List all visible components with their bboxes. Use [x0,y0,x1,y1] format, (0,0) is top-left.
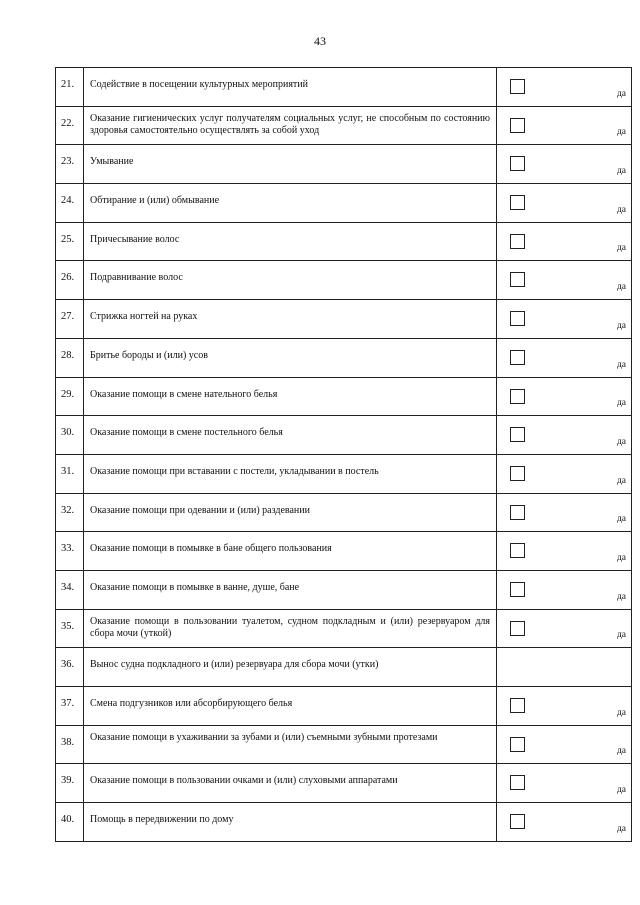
answer-label: да [616,514,626,525]
services-table-body [56,68,632,842]
row-number: 28. [56,338,84,377]
answer-cell [497,184,632,223]
answer-cell [497,609,632,648]
row-number: 26. [56,261,84,300]
table-row [56,493,632,532]
answer-cell [497,454,632,493]
row-number: 21. [56,68,84,107]
answer-checkbox[interactable] [510,737,525,752]
answer-cell [497,764,632,803]
answer-checkbox[interactable] [510,775,525,790]
row-number: 25. [56,222,84,261]
answer-cell [497,261,632,300]
row-number: 36. [56,648,84,687]
answer-label: да [616,746,626,757]
answer-cell [497,377,632,416]
answer-label: да [616,630,626,641]
service-name: Смена подгузников или абсорбирующего белья [84,687,497,726]
answer-checkbox[interactable] [510,118,525,133]
table-row [56,532,632,571]
service-name: Содействие в посещении культурных мероприятий [84,68,497,107]
table-row [56,222,632,261]
answer-checkbox[interactable] [510,79,525,94]
row-number: 30. [56,416,84,455]
service-name: Оказание помощи в смене постельного белья [84,416,497,455]
answer-label: да [616,436,626,447]
service-name: Умывание [84,145,497,184]
answer-checkbox[interactable] [510,350,525,365]
answer-cell [497,493,632,532]
service-name: Оказание помощи в помывке в бане общего пользования [84,532,497,571]
service-name: Оказание помощи при одевании и (или) раздевании [84,493,497,532]
page-number: 43 [314,34,326,48]
table-row [56,300,632,339]
answer-cell [497,687,632,726]
row-number: 22. [56,106,84,145]
answer-checkbox[interactable] [510,427,525,442]
service-name: Вынос судна подкладного и (или) резервуара для сбора мочи (утки) [84,648,497,687]
row-number: 29. [56,377,84,416]
service-name: Бритье бороды и (или) усов [84,338,497,377]
row-number: 23. [56,145,84,184]
row-number: 37. [56,687,84,726]
answer-checkbox[interactable] [510,698,525,713]
row-number: 27. [56,300,84,339]
answer-cell [497,803,632,842]
service-name: Обтирание и (или) обмывание [84,184,497,223]
answer-checkbox[interactable] [510,466,525,481]
answer-cell [497,145,632,184]
answer-label: да [616,785,626,796]
answer-label: да [616,320,626,331]
row-number: 33. [56,532,84,571]
row-number: 39. [56,764,84,803]
answer-label: да [616,707,626,718]
answer-label: да [616,243,626,254]
answer-checkbox[interactable] [510,272,525,287]
table-row [56,609,632,648]
answer-checkbox[interactable] [510,389,525,404]
table-row [56,68,632,107]
row-number: 40. [56,803,84,842]
answer-label: да [616,398,626,409]
answer-label: да [616,359,626,370]
table-row [56,377,632,416]
answer-cell [497,338,632,377]
table-row [56,184,632,223]
answer-checkbox[interactable] [510,505,525,520]
table-row [56,687,632,726]
service-name: Оказание помощи в пользовании туалетом, судном подкладным и (или) резервуаром для сбора мочи (уткой) [84,609,497,648]
service-name: Оказание помощи в смене нательного белья [84,377,497,416]
answer-label: да [616,127,626,138]
answer-cell [497,725,632,764]
table-row [56,803,632,842]
answer-checkbox[interactable] [510,543,525,558]
table-row [56,764,632,803]
answer-cell [497,416,632,455]
services-table [55,67,632,842]
answer-cell [497,648,632,687]
answer-label: да [616,552,626,563]
row-number: 31. [56,454,84,493]
service-name: Оказание помощи в пользовании очками и (или) слуховыми аппаратами [84,764,497,803]
table-row [56,725,632,764]
answer-cell [497,222,632,261]
answer-label: да [616,475,626,486]
answer-checkbox[interactable] [510,234,525,249]
table-row [56,648,632,687]
answer-label: да [616,591,626,602]
service-name: Причесывание волос [84,222,497,261]
service-name: Оказание помощи при вставании с постели, укладывании в постель [84,454,497,493]
service-name: Стрижка ногтей на руках [84,300,497,339]
answer-label: да [616,282,626,293]
answer-cell [497,68,632,107]
service-name: Оказание помощи в помывке в ванне, душе, бане [84,570,497,609]
answer-cell [497,300,632,339]
row-number: 34. [56,570,84,609]
service-name: Оказание гигиенических услуг получателям социальных услуг, не способным по состоянию здоровья самостоятельно осуществлять за собой уход [84,106,497,145]
answer-checkbox[interactable] [510,814,525,829]
service-name: Оказание помощи в ухаживании за зубами и (или) съемными зубными протезами [84,725,497,764]
answer-label: да [616,204,626,215]
table-row [56,106,632,145]
answer-label: да [616,88,626,99]
row-number: 38. [56,725,84,764]
answer-checkbox[interactable] [510,621,525,636]
table-row [56,570,632,609]
answer-cell [497,532,632,571]
answer-checkbox[interactable] [510,195,525,210]
row-number: 24. [56,184,84,223]
service-name: Подравнивание волос [84,261,497,300]
answer-checkbox[interactable] [510,311,525,326]
table-row [56,145,632,184]
table-row [56,338,632,377]
table-row [56,261,632,300]
service-name: Помощь в передвижении по дому [84,803,497,842]
row-number: 32. [56,493,84,532]
table-row [56,454,632,493]
answer-label: да [616,823,626,834]
answer-label: да [616,166,626,177]
answer-cell [497,570,632,609]
table-row [56,416,632,455]
row-number: 35. [56,609,84,648]
answer-cell [497,106,632,145]
answer-checkbox[interactable] [510,582,525,597]
answer-checkbox[interactable] [510,156,525,171]
